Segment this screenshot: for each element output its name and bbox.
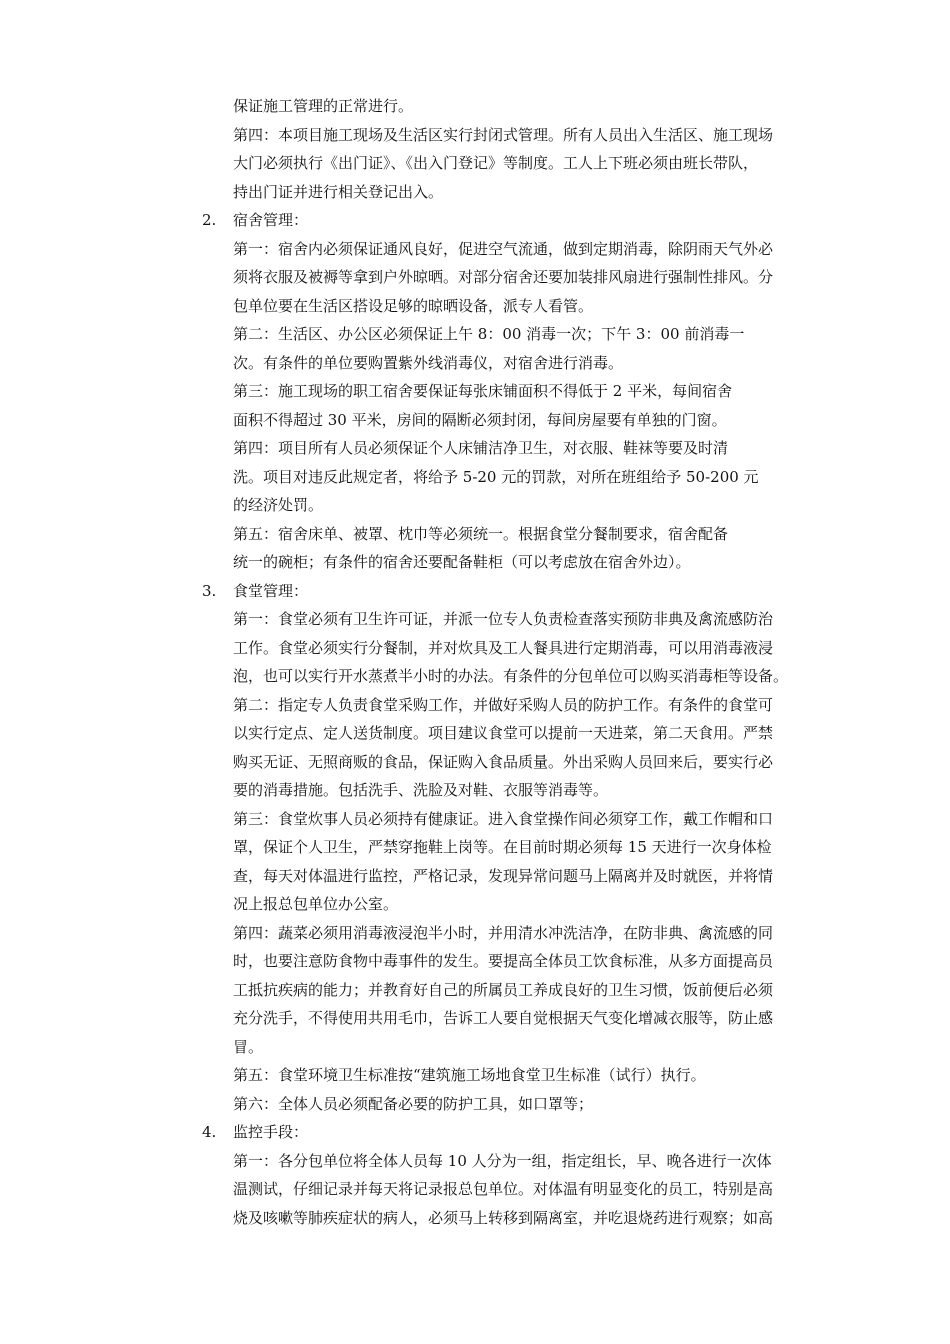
- paragraph-line: 工抵抗疾病的能力；并教育好自己的所属员工养成良好的卫生习惯，饭前便后必须: [233, 980, 774, 999]
- paragraph-line: 第四：蔬菜必须用消毒液浸泡半小时，并用清水冲洗洁净，在防非典、禽流感的同: [233, 923, 774, 942]
- section-number: 3.: [202, 581, 217, 600]
- paragraph-line: 冒。: [233, 1037, 264, 1056]
- paragraph-line: 须将衣服及被褥等拿到户外晾晒。对部分宿舍还要加装排风扇进行强制性排风。分: [233, 268, 774, 286]
- paragraph-line: 要的消毒措施。包括洗手、洗脸及对鞋、衣服等消毒等。: [233, 781, 609, 799]
- section-title: 监控手段：: [233, 1123, 309, 1141]
- paragraph-line: 包单位要在生活区搭设足够的晾晒设备，派专人看管。: [233, 296, 594, 315]
- paragraph-line: 以实行定点、定人送货制度。项目建议食堂可以提前一天进菜，第二天食用。严禁: [233, 724, 774, 742]
- document-body: [202, 92, 853, 1232]
- paragraph-line: 查，每天对体温进行监控，严格记录，发现异常问题马上隔离并及时就医，并将情: [233, 866, 774, 885]
- paragraph-line: 第六：全体人员必须配备必要的防护工具，如口罩等；: [233, 1094, 594, 1113]
- paragraph-line: 持出门证并进行相关登记出入。: [233, 182, 444, 201]
- paragraph-line: 购买无证、无照商贩的食品，保证购入食品质量。外出采购人员回来后，要实行必: [233, 752, 774, 771]
- paragraph-line: 泡，也可以实行开水蒸煮半小时的办法。有条件的分包单位可以购买消毒柜等设备。: [233, 667, 789, 685]
- section-heading: [202, 577, 853, 606]
- paragraph-line: 第四：本项目施工现场及生活区实行封闭式管理。所有人员出入生活区、施工现场: [233, 125, 774, 144]
- paragraph-line: 第二：生活区、办公区必须保证上午 8：00 消毒一次；下午 3：00 前消毒一: [233, 325, 745, 343]
- paragraph-line: 充分洗手，不得使用共用毛巾，告诉工人要自觉根据天气变化增减衣服等，防止感: [233, 1009, 774, 1027]
- paragraph-line: 烧及咳嗽等肺疾症状的病人，必须马上转移到隔离室，并吃退烧药进行观察；如高: [233, 1208, 774, 1227]
- paragraph-line: 的经济处罚。: [233, 496, 324, 514]
- section-number: 4.: [202, 1123, 217, 1141]
- paragraph-line: 洗。项目对违反此规定者，将给予 5-20 元的罚款，对所在班组给予 50-200 元: [233, 467, 759, 486]
- paragraph-line: 统一的碗柜；有条件的宿舍还要配备鞋柜（可以考虑放在宿舍外边）。: [233, 553, 691, 571]
- paragraph-line: 况上报总包单位办公室。: [233, 895, 399, 913]
- paragraph-line: 时，也要注意防食物中毒事件的发生。要提高全体员工饮食标准，从多方面提高员: [233, 952, 774, 970]
- paragraph-line: 工作。食堂必须实行分餐制，并对炊具及工人餐具进行定期消毒，可以用消毒液浸: [233, 638, 774, 657]
- body-text-line: 保证施工管理的正常进行。: [233, 97, 414, 115]
- paragraph-line: 第三：食堂炊事人员必须持有健康证。进入食堂操作间必须穿工作，戴工作帽和口: [233, 809, 774, 828]
- paragraph-line: 罩，保证个人卫生，严禁穿拖鞋上岗等。在目前时期必须每 15 天进行一次身体检: [233, 838, 772, 856]
- paragraph-line: 面积不得超过 30 平米，房间的隔断必须封闭，每间房屋要有单独的门窗。: [233, 410, 727, 429]
- section-title: 食堂管理：: [233, 581, 309, 600]
- paragraph-line: 第一：各分包单位将全体人员每 10 人分为一组，指定组长，早、晚各进行一次体: [233, 1151, 772, 1170]
- paragraph-line: 第五：食堂环境卫生标准按“建筑施工场地食堂卫生标准（试行）执行。: [233, 1066, 706, 1084]
- paragraph-line: 第三：施工现场的职工宿舍要保证每张床铺面积不得低于 2 平米，每间宿舍: [233, 382, 733, 400]
- paragraph-line: 第一：食堂必须有卫生许可证，并派一位专人负责检查落实预防非典及禽流感防治: [233, 610, 774, 628]
- paragraph-line: 第五：宿舍床单、被罩、枕巾等必须统一。根据食堂分餐制要求，宿舍配备: [233, 524, 729, 543]
- section-heading: [202, 206, 853, 235]
- paragraph-line: 第四：项目所有人员必须保证个人床铺洁净卫生，对衣服、鞋袜等要及时清: [233, 439, 729, 457]
- section-number: 2.: [202, 211, 217, 229]
- paragraph-line: 第二：指定专人负责食堂采购工作，并做好采购人员的防护工作。有条件的食堂可: [233, 695, 774, 714]
- paragraph-line: 第一：宿舍内必须保证通风良好，促进空气流通，做到定期消毒，除阴雨天气外必: [233, 239, 774, 258]
- section-title: 宿舍管理：: [233, 211, 309, 229]
- paragraph-line: 次。有条件的单位要购置紫外线消毒仪，对宿舍进行消毒。: [233, 353, 624, 372]
- paragraph-line: 温测试，仔细记录并每天将记录报总包单位。对体温有明显变化的员工，特别是高: [233, 1180, 774, 1198]
- paragraph-line: 大门必须执行《出门证》、《出入门登记》等制度。工人上下班必须由班长带队，: [233, 154, 759, 172]
- section-heading: [202, 1118, 853, 1147]
